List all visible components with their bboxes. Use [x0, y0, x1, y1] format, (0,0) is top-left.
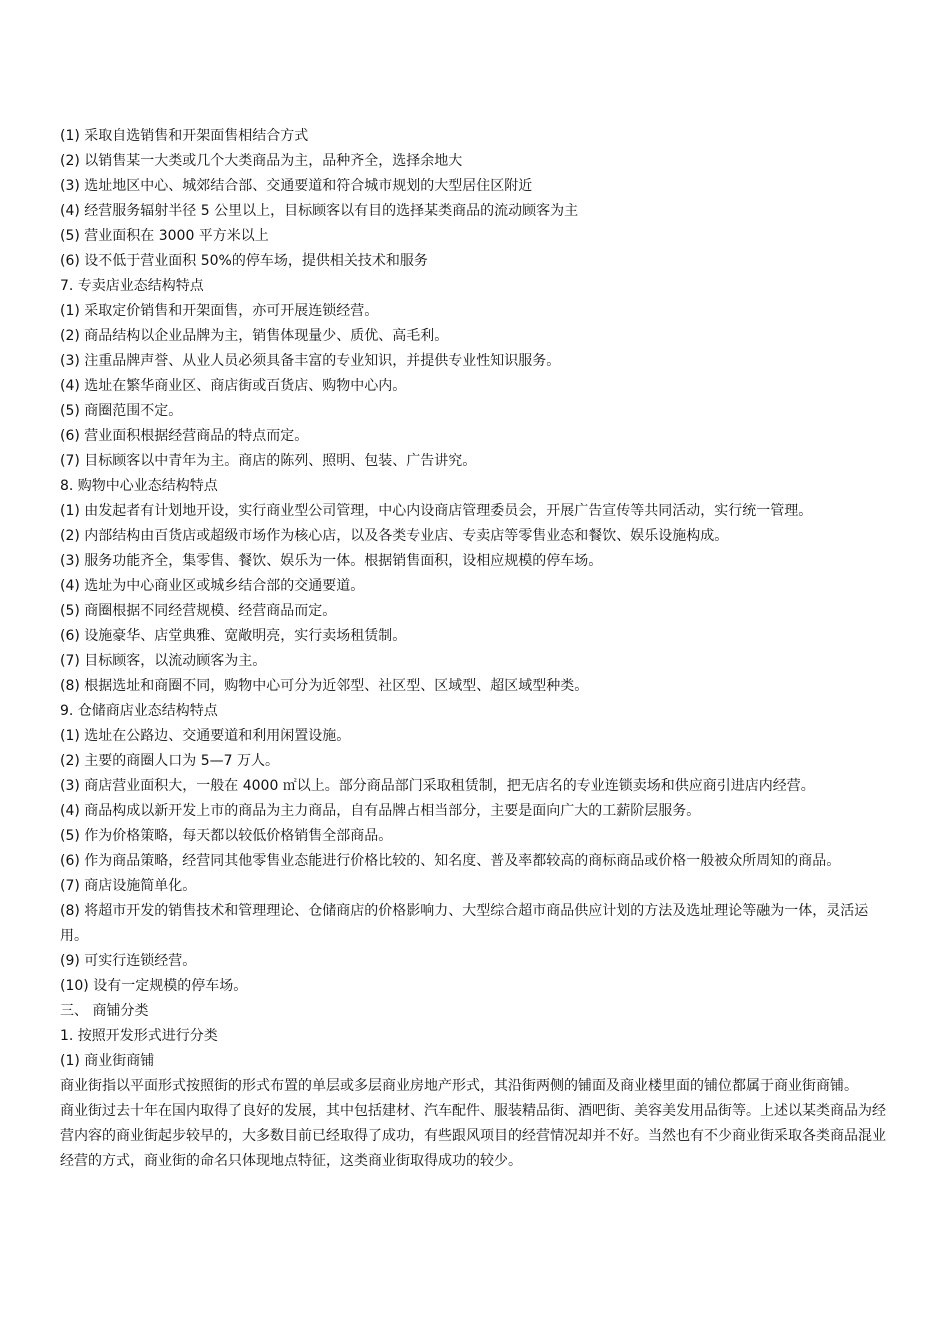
text-line: (2) 内部结构由百货店或超级市场作为核心店，以及各类专业店、专卖店等零售业态和餐饮、娱乐设施构成。: [60, 528, 729, 544]
text-line: (9) 可实行连锁经营。: [60, 953, 197, 969]
text-line: (1) 由发起者有计划地开设，实行商业型公司管理，中心内设商店管理委员会，开展广告宣传等共同活动，实行统一管理。: [60, 503, 813, 519]
text-line: (1) 选址在公路边、交通要道和利用闲置设施。: [60, 728, 351, 744]
text-line: (6) 作为商品策略，经营同其他零售业态能进行价格比较的、知名度、普及率都较高的商标商品或价格一般被众所周知的商品。: [60, 853, 841, 869]
text-line: (5) 商圈根据不同经营规模、经营商品而定。: [60, 603, 337, 619]
text-line: (10) 设有一定规模的停车场。: [60, 978, 248, 994]
text-line: (1) 采取自选销售和开架面售相结合方式: [60, 128, 309, 144]
chapter-heading: 三、 商铺分类: [60, 1003, 149, 1019]
text-line: (6) 营业面积根据经营商品的特点而定。: [60, 428, 309, 444]
text-line: (3) 服务功能齐全，集零售、餐饮、娱乐为一体。根据销售面积，设相应规模的停车场。: [60, 553, 603, 569]
text-line: (2) 主要的商圈人口为 5—7 万人。: [60, 753, 279, 769]
subsection-heading: (1) 商业街商铺: [60, 1053, 155, 1069]
section-heading: 8. 购物中心业态结构特点: [60, 478, 218, 494]
text-line: (2) 以销售某一大类或几个大类商品为主，品种齐全，选择余地大: [60, 153, 463, 169]
text-line: (3) 选址地区中心、城郊结合部、交通要道和符合城市规划的大型居住区附近: [60, 178, 533, 194]
text-line: (7) 目标顾客，以流动顾客为主。: [60, 653, 267, 669]
text-line: (6) 设不低于营业面积 50%的停车场，提供相关技术和服务: [60, 253, 428, 269]
text-line: (4) 选址为中心商业区或城乡结合部的交通要道。: [60, 578, 365, 594]
text-line: (7) 商店设施简单化。: [60, 878, 197, 894]
text-line: (5) 商圈范围不定。: [60, 403, 183, 419]
section-heading: 9. 仓储商店业态结构特点: [60, 703, 218, 719]
section-heading: 1. 按照开发形式进行分类: [60, 1028, 218, 1044]
text-line: (7) 目标顾客以中青年为主。商店的陈列、照明、包装、广告讲究。: [60, 453, 477, 469]
paragraph: 商业街指以平面形式按照街的形式布置的单层或多层商业房地产形式，其沿街两侧的铺面及商业楼里面的铺位都属于商业街商铺。: [60, 1078, 858, 1094]
text-line: (8) 将超市开发的销售技术和管理理论、仓储商店的价格影响力、大型综合超市商品供应计划的方法及选址理论等融为一体，灵活运用。: [60, 903, 869, 944]
text-line: (4) 经营服务辐射半径 5 公里以上，目标顾客以有目的选择某类商品的流动顾客为主: [60, 203, 579, 219]
text-line: (1) 采取定价销售和开架面售，亦可开展连锁经营。: [60, 303, 379, 319]
text-line: (4) 选址在繁华商业区、商店街或百货店、购物中心内。: [60, 378, 407, 394]
text-line: (3) 注重品牌声誉、从业人员必须具备丰富的专业知识，并提供专业性知识服务。: [60, 353, 561, 369]
text-line: (3) 商店营业面积大，一般在 4000 ㎡以上。部分商品部门采取租赁制，把无店名的专业连锁卖场和供应商引进店内经营。: [60, 778, 815, 794]
text-line: (5) 营业面积在 3000 平方米以上: [60, 228, 269, 244]
document-body: [60, 124, 894, 1174]
text-line: (4) 商品构成以新开发上市的商品为主力商品，自有品牌占相当部分，主要是面向广大的工薪阶层服务。: [60, 803, 701, 819]
text-line: (2) 商品结构以企业品牌为主，销售体现量少、质优、高毛利。: [60, 328, 449, 344]
text-line: (8) 根据选址和商圈不同，购物中心可分为近邻型、社区型、区域型、超区域型种类。: [60, 678, 589, 694]
text-line: (5) 作为价格策略，每天都以较低价格销售全部商品。: [60, 828, 393, 844]
paragraph: 商业街过去十年在国内取得了良好的发展，其中包括建材、汽车配件、服装精品街、酒吧街、美容美发用品街等。上述以某类商品为经营内容的商业街起步较早的，大多数目前已经取得了成功，有些跟风项目的经营情况却并不好。当然也有不少商业街采取各类商品混业经营的方式，商业街的命名只体现地点特征，这类商业街取得成功的较少。: [60, 1103, 886, 1169]
text-line: (6) 设施豪华、店堂典雅、宽敞明亮，实行卖场租赁制。: [60, 628, 407, 644]
section-heading: 7. 专卖店业态结构特点: [60, 278, 204, 294]
